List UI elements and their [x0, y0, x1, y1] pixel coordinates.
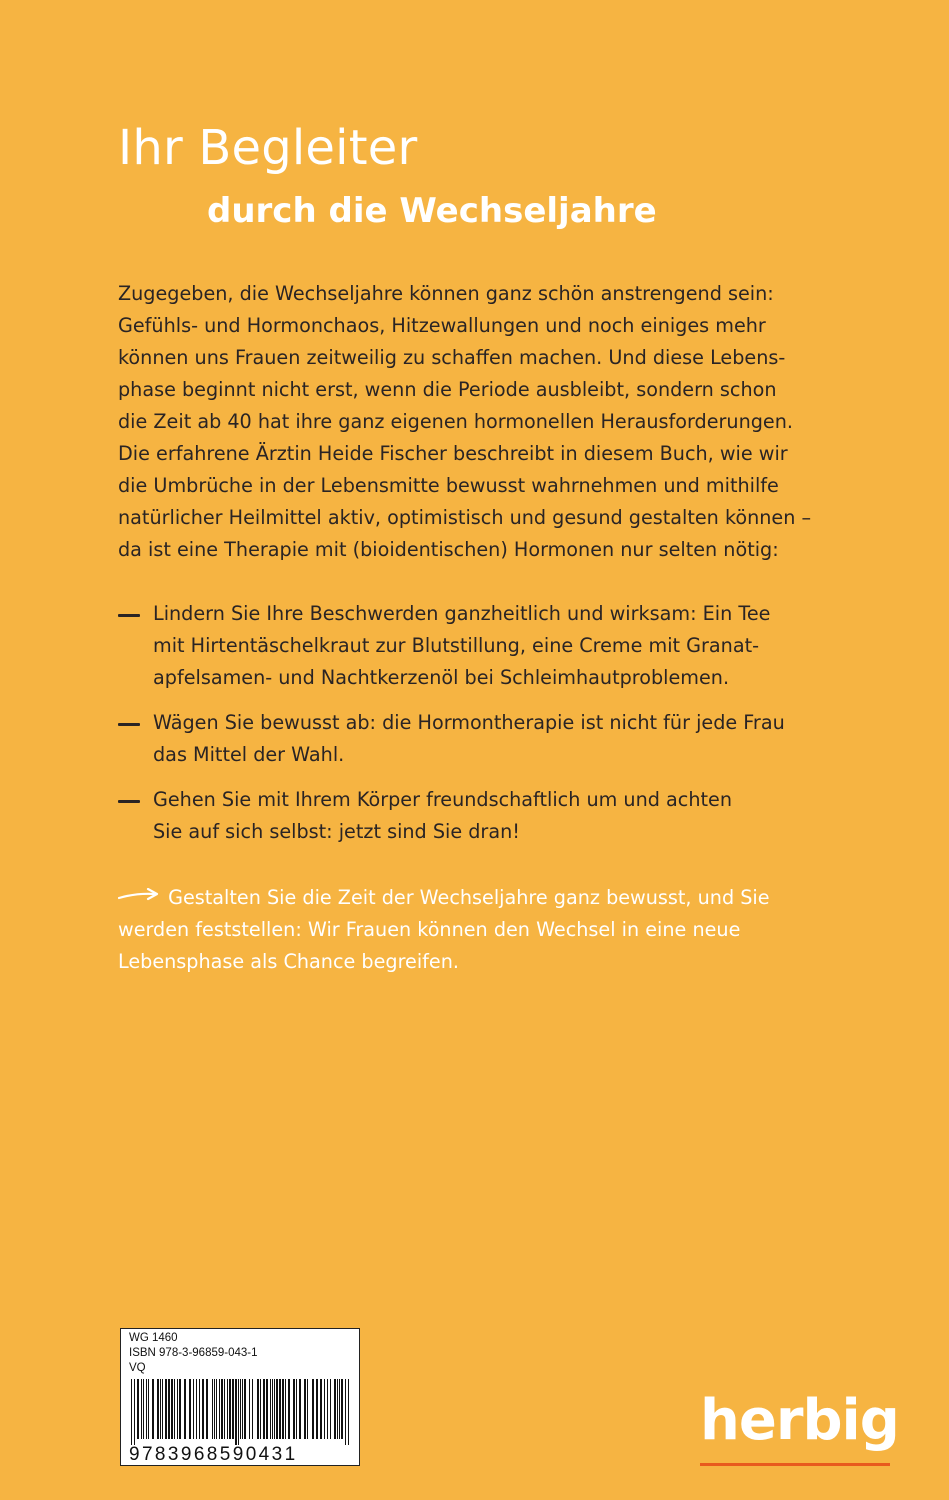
barcode-bar [202, 1379, 204, 1439]
bullet-text [153, 707, 878, 771]
bullet-text [153, 784, 878, 848]
barcode-bar [345, 1379, 346, 1445]
bullet-item [118, 707, 878, 771]
intro-line: Die erfahrene Ärztin Heide Fischer beschreibt in diesem Buch, wie wir [118, 442, 788, 465]
barcode-bar [160, 1379, 161, 1439]
publisher-logo: herbig [700, 1388, 899, 1453]
barcode-bar [229, 1379, 231, 1439]
dash-icon [118, 614, 140, 617]
logo-underline [700, 1463, 890, 1466]
barcode-bar [307, 1379, 308, 1439]
closing-line: werden feststellen: Wir Frauen können den Wechsel in eine neue [118, 918, 741, 941]
bullet-line: Lindern Sie Ihre Beschwerden ganzheitlich und wirksam: Ein Tee [153, 602, 771, 625]
barcode-bar [219, 1379, 220, 1439]
barcode-bar [293, 1379, 295, 1439]
barcode-bar [341, 1379, 343, 1439]
barcode-bar [263, 1379, 265, 1439]
barcode-bar [216, 1379, 217, 1439]
barcode-bar [312, 1379, 314, 1439]
barcode-bar [316, 1379, 318, 1439]
intro-line: Gefühls- und Hormonchaos, Hitzewallungen und noch einiges mehr [118, 314, 766, 337]
barcode-bar [257, 1379, 259, 1439]
bullet-line: Sie auf sich selbst: jetzt sind Sie dran! [153, 820, 520, 843]
closing-line [118, 882, 878, 914]
barcode-bar [238, 1379, 239, 1445]
barcode-bar [179, 1379, 181, 1439]
barcode-bar [327, 1379, 328, 1439]
barcode-bar [320, 1379, 322, 1439]
barcode-bar [240, 1379, 241, 1439]
bullet-list [118, 598, 878, 861]
barcode-bar [260, 1379, 261, 1439]
barcode-bar [148, 1379, 149, 1439]
barcode-bar [285, 1379, 286, 1439]
barcode-bar [171, 1379, 173, 1439]
barcode-bar [249, 1379, 250, 1439]
bullet-text [153, 598, 878, 694]
barcode-bar [214, 1379, 215, 1439]
barcode-bar [235, 1379, 237, 1445]
barcode-bar [244, 1379, 246, 1439]
barcode-bar [339, 1379, 340, 1439]
intro-line: natürlicher Heilmittel aktiv, optimistisch und gesund gestalten können – [118, 506, 812, 529]
barcode-bar [199, 1379, 200, 1439]
barcode-bar [334, 1379, 336, 1439]
barcode-bar [296, 1379, 297, 1439]
barcode-bar [157, 1379, 159, 1439]
headline-line-2: durch die Wechseljahre [207, 191, 657, 231]
barcode-bar [137, 1379, 139, 1439]
barcode-bar [266, 1379, 268, 1439]
bullet-line: Gehen Sie mit Ihrem Körper freundschaftlich um und achten [153, 788, 732, 811]
barcode-bar [272, 1379, 273, 1439]
barcode-bar [274, 1379, 275, 1439]
arrow-right-icon [118, 888, 162, 902]
intro-line: können uns Frauen zeitweilig zu schaffen machen. Und diese Lebens- [118, 346, 786, 369]
barcode-bar [212, 1379, 213, 1439]
barcode-label [120, 1328, 360, 1466]
barcode-bar [304, 1379, 306, 1439]
closing-line-text: Gestalten Sie die Zeit der Wechseljahre ganz bewusst, und Sie [168, 886, 770, 909]
dash-icon [118, 800, 140, 803]
barcode-bar [242, 1379, 243, 1439]
barcode-bar [152, 1379, 154, 1439]
barcode-bar [168, 1379, 170, 1439]
barcode-bar [141, 1379, 142, 1439]
intro-line: da ist eine Therapie mit (bioidentischen) Hormonen nur selten nötig: [118, 538, 779, 561]
barcode-bar [299, 1379, 301, 1439]
barcode-bar [337, 1379, 338, 1439]
intro-line: die Umbrüche in der Lebensmitte bewusst wahrnehmen und mithilfe [118, 474, 779, 497]
barcode-bar [206, 1379, 208, 1439]
intro-line: phase beginnt nicht erst, wenn die Periode ausbleibt, sondern schon [118, 378, 777, 401]
barcode-bar [196, 1379, 197, 1439]
barcode-digits: 9783968590431 [129, 1444, 298, 1465]
barcode-bar [193, 1379, 194, 1439]
barcode-bar [143, 1379, 144, 1439]
barcode-bar [252, 1379, 253, 1439]
barcode-bar [184, 1379, 186, 1439]
barcode-bar [232, 1379, 234, 1439]
bullet-item [118, 598, 878, 694]
intro-line: Zugegeben, die Wechseljahre können ganz schön anstrengend sein: [118, 282, 774, 305]
barcode-bar [279, 1379, 281, 1439]
barcode-bar [134, 1379, 135, 1445]
barcode-bar [221, 1379, 223, 1439]
label-isbn: ISBN 978-3-96859-043-1 [129, 1347, 258, 1359]
barcode-bar [282, 1379, 284, 1439]
barcode-bar [162, 1379, 163, 1439]
bullet-line: mit Hirtentäschelkraut zur Blutstillung, eine Creme mit Granat- [153, 634, 760, 657]
bullet-line: das Mittel der Wahl. [153, 743, 345, 766]
label-extra: VQ [129, 1362, 146, 1374]
intro-line: die Zeit ab 40 hat ihre ganz eigenen hormonellen Herausforderungen. [118, 410, 793, 433]
barcode-bar [189, 1379, 191, 1439]
barcode-bar [288, 1379, 290, 1439]
intro-paragraph [118, 278, 858, 566]
barcode-bar [270, 1379, 271, 1439]
dash-icon [118, 723, 140, 726]
barcode-bar [165, 1379, 167, 1439]
barcode-bar [324, 1379, 325, 1439]
bullet-line: Wägen Sie bewusst ab: die Hormontherapie ist nicht für jede Frau [153, 711, 785, 734]
barcode-bar [276, 1379, 278, 1439]
closing-statement [118, 882, 878, 978]
headline-line-1: Ihr Begleiter [118, 120, 418, 176]
closing-line: Lebensphase als Chance begreifen. [118, 950, 459, 973]
barcode-bar [224, 1379, 225, 1439]
barcode-bar [131, 1379, 132, 1445]
bullet-line: apfelsamen- und Nachtkerzenöl bei Schleimhautproblemen. [153, 666, 730, 689]
label-code: WG 1460 [129, 1332, 178, 1344]
barcode-bar [348, 1379, 349, 1445]
barcode-bar [227, 1379, 228, 1439]
bullet-item [118, 784, 878, 848]
barcode-bar [146, 1379, 147, 1439]
barcode-bar [330, 1379, 331, 1439]
barcode-bar [174, 1379, 175, 1439]
barcode-bar [177, 1379, 178, 1439]
